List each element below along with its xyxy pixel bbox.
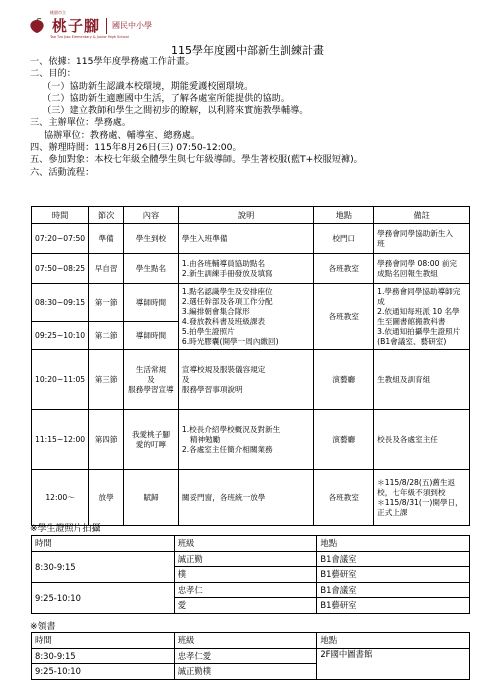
time-cell: 08:30~09:15: [32, 284, 89, 322]
header-cell: 班級: [174, 633, 317, 649]
content-line: 生活常規: [135, 364, 167, 374]
content-cell: 導師時間: [124, 322, 179, 350]
table-row: [32, 582, 470, 598]
desc-line: 1.校長介紹學校概況及對新生: [181, 424, 281, 434]
header-cell: 地點: [317, 633, 470, 649]
logo-divider: [106, 18, 107, 34]
note-line: 生教組及訓育組: [377, 374, 431, 384]
note-line: 2.依通知每班派 10 名學: [377, 306, 460, 316]
time-cell: 07:20~07:50: [32, 224, 89, 254]
logo-name: 桃子腳: [52, 17, 101, 35]
table-row: [32, 254, 470, 284]
place-cell: B1會議室: [317, 551, 470, 567]
school-logo-header: [28, 8, 468, 42]
desc-line: 精神勉勵: [189, 434, 221, 444]
content-cell: 賦歸: [124, 470, 179, 526]
content-line: 愛的叮嚀: [135, 439, 167, 449]
place-cell: B1藝研室: [317, 567, 470, 583]
table-row: [32, 410, 470, 470]
header-cell: 備註: [374, 207, 470, 224]
note-line: 成點名回報生教組: [377, 268, 438, 278]
note-cell: [374, 224, 470, 254]
place-cell: 各班教室: [314, 470, 374, 526]
schedule-table: [31, 206, 470, 526]
note-line: 學務會同學協助新生入: [377, 228, 454, 238]
note-line: 成: [377, 296, 385, 306]
place-cell: B1藝研室: [317, 598, 470, 614]
table-row: [32, 224, 470, 254]
desc-line: 學生入班準備: [181, 233, 228, 243]
desc-line: 2.選任幹部及各項工作分配: [181, 296, 273, 306]
section-flow: 六、活動流程：: [30, 166, 95, 178]
time-cell: 11:15~12:00: [32, 410, 89, 470]
header-cell: 說明: [178, 207, 314, 224]
time-cell: 8:30-9:15: [32, 551, 175, 582]
content-cell: 學生到校: [124, 224, 179, 254]
time-cell: 9:25-10:10: [32, 582, 175, 613]
purpose-item: （一）協助新生認識本校環境，期能愛護校園環境。: [42, 80, 254, 92]
note-line: 學務會同學 08:00 前完: [377, 258, 458, 268]
purpose-item: （二）協助新生適應國中生活，了解各處室所能提供的協助。: [42, 92, 291, 104]
note-line: 正式上課: [377, 507, 408, 517]
books-table: [31, 632, 470, 680]
desc-cell: [178, 284, 314, 350]
desc-line: 4.發放教科書及班級課表: [181, 316, 266, 326]
table-row: [32, 648, 470, 664]
header-cell: 時間: [32, 536, 175, 552]
time-cell: 9:25-10:10: [32, 664, 175, 680]
period-cell: 早自習: [89, 254, 124, 284]
note-line: ＊115/8/31(一)開學日，: [377, 497, 463, 507]
section-date: 四、辦理時間：115年8月26日(三) 07:50-12:00。: [30, 142, 242, 154]
place-cell: 2F國中圖書館: [317, 648, 470, 679]
desc-cell: [178, 410, 314, 470]
table-row: [32, 551, 470, 567]
class-cell: 忠孝仁: [174, 582, 317, 598]
time-cell: 8:30-9:15: [32, 648, 175, 664]
content-cell: [124, 410, 179, 470]
desc-line: 1.由各班輔導員協助點名: [181, 258, 266, 268]
header-cell: 時間: [32, 633, 175, 649]
document-title: 115學年度國中部新生訓練計畫: [171, 44, 324, 57]
note-cell: [374, 254, 470, 284]
note-line: 3.依通知拍攝學生證照片: [377, 326, 461, 336]
time-cell: 12:00～: [32, 470, 89, 526]
class-cell: 愛: [174, 598, 317, 614]
note-cell: [374, 284, 470, 350]
note-cell: [374, 470, 470, 526]
content-cell: 學生點名: [124, 254, 179, 284]
class-cell: 忠孝仁愛: [174, 648, 317, 664]
photo-table: [31, 535, 470, 614]
purpose-item: （三）建立教師和學生之間初步的瞭解，以利將來實施教學輔導。: [42, 105, 309, 117]
class-cell: 誠正勤樸: [174, 664, 317, 680]
photo-section-title: ※學生證照片拍攝: [30, 524, 101, 534]
content-line: 服務學習宣導: [128, 384, 174, 394]
class-cell: 樸: [174, 567, 317, 583]
header-cell: 班級: [174, 536, 317, 552]
logo-school-type: 國民中小學: [112, 21, 152, 30]
logo-english-name: Tao Tzu Jiao Elementary & Junior High School: [50, 35, 129, 39]
table-row: [32, 284, 470, 322]
desc-line: 2.新生訓練手冊發放及填寫: [181, 268, 273, 278]
content-cell: [124, 350, 179, 410]
books-section-title: ※領書: [30, 622, 56, 632]
header-cell: 內容: [124, 207, 179, 224]
desc-line: 服務學習事項說明: [181, 384, 243, 394]
note-line: 班: [377, 238, 385, 248]
schedule-header-row: [32, 207, 470, 224]
note-line: (B1會議室、藝研室): [377, 336, 447, 346]
section-basis: 一、依據：115學年度學務處工作計畫。: [30, 56, 195, 67]
desc-line: 1.點名認識學生及安排座位: [181, 286, 273, 296]
note-line: 校長及各處室主任: [377, 434, 438, 444]
peach-logo-icon: [28, 18, 46, 34]
section-co-organizer: 協辦單位：教務處、輔導室、總務處。: [44, 129, 201, 141]
period-cell: 第四節: [89, 410, 124, 470]
header-cell: 地點: [314, 207, 374, 224]
note-line: ＊115/8/28(五)舊生返: [377, 477, 456, 487]
place-cell: B1會議室: [317, 582, 470, 598]
time-cell: 07:50~08:25: [32, 254, 89, 284]
place-cell: 演藝廳: [314, 350, 374, 410]
desc-line: 6.時光膠囊(開學一周內繳回): [181, 336, 279, 346]
section-participants: 五、參加對象：本校七年級全體學生與七年級導師。學生著校服(藍T+校服短褲)。: [30, 154, 363, 166]
section-purpose: 二、目的：: [30, 68, 76, 80]
place-cell: 各班教室: [314, 284, 374, 350]
content-cell: 導師時間: [124, 284, 179, 322]
desc-cell: [178, 254, 314, 284]
desc-cell: [178, 470, 314, 526]
desc-line: 及: [181, 374, 190, 384]
time-cell: 09:25~10:10: [32, 322, 89, 350]
class-cell: 誠正勤: [174, 551, 317, 567]
desc-cell: [178, 224, 314, 254]
place-cell: 校門口: [314, 224, 374, 254]
period-cell: 第一節: [89, 284, 124, 322]
note-cell: [374, 350, 470, 410]
note-cell: [374, 410, 470, 470]
note-line: 生至圖書館搬教科書: [377, 316, 446, 326]
plan-sections: [30, 56, 470, 179]
desc-line: 2.各處室主任簡介相關業務: [181, 444, 273, 454]
header-cell: 地點: [317, 536, 470, 552]
desc-line: 3.編排朝會集合隊形: [181, 306, 250, 316]
header-cell: 時間: [32, 207, 89, 224]
note-line: 校，七年級不須到校: [377, 487, 446, 497]
note-line: 1.學務會同學協助導師完: [377, 286, 461, 296]
table-row: [32, 470, 470, 526]
desc-cell: [178, 350, 314, 410]
books-header-row: [32, 633, 470, 649]
section-organizer: 三、主辦單位：學務處。: [30, 117, 132, 129]
period-cell: 第三節: [89, 350, 124, 410]
period-cell: 準備: [89, 224, 124, 254]
table-row: [32, 350, 470, 410]
header-cell: 節次: [89, 207, 124, 224]
content-line: 我愛桃子腳: [131, 429, 170, 439]
logo-caption: 桃園市立: [50, 10, 66, 15]
period-cell: 放學: [89, 470, 124, 526]
place-cell: 各班教室: [314, 254, 374, 284]
photo-header-row: [32, 536, 470, 552]
desc-line: 5.拍學生證照片: [181, 326, 235, 336]
desc-line: 宣導校規及服裝儀容規定: [181, 364, 266, 374]
content-line: 及: [147, 374, 155, 384]
time-cell: 10:20~11:05: [32, 350, 89, 410]
desc-line: 關妥門窗，各班統一放學: [181, 492, 266, 502]
period-cell: 第二節: [89, 322, 124, 350]
place-cell: 演藝廳: [314, 410, 374, 470]
